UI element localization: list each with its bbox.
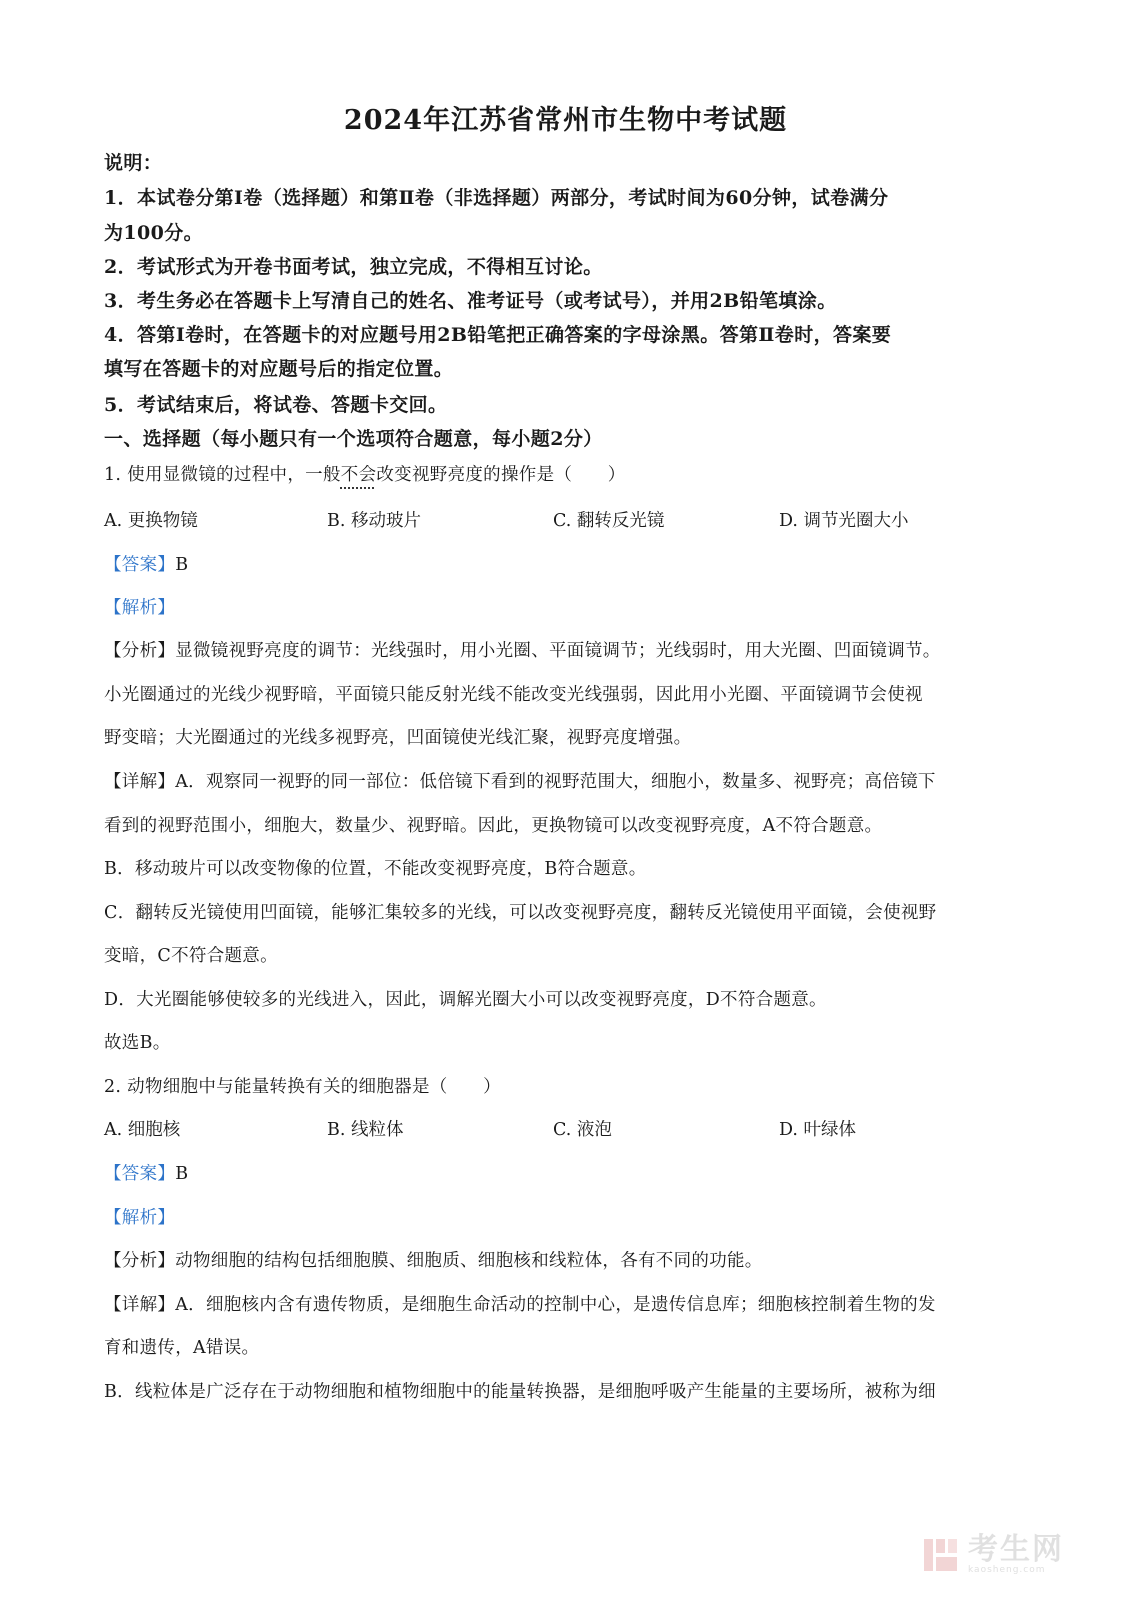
q1-fenxi-line-1: [104, 637, 941, 662]
q2-xiangjie-line-2: 育和遗传，A错误。: [104, 1338, 260, 1358]
q1-option-d: D. 调节光圈大小: [779, 511, 909, 531]
emphasis-text: 不会: [340, 465, 377, 485]
notes-line-2: 2．考试形式为开卷书面考试，独立完成，不得相互讨论。: [104, 256, 603, 278]
notes-line-5: 5．考试结束后，将试卷、答题卡交回。: [104, 394, 448, 416]
q2-fenxi-line: [104, 1247, 763, 1272]
q1-xiangjie-line-5: 变暗，C不符合题意。: [104, 946, 278, 966]
q1-xiangjie-line-1: [104, 768, 936, 793]
section-heading: 一、选择题（每小题只有一个选项符合题意，每小题2分）: [104, 428, 603, 450]
watermark: [922, 1530, 1102, 1580]
fenxi-tag: 【分析】: [104, 641, 176, 661]
page-title: 2024年江苏省常州市生物中考试题: [343, 105, 788, 136]
q1-conclusion: 故选B。: [104, 1033, 171, 1053]
answer-tag: 【答案】: [104, 1164, 176, 1184]
q2-analysis-tag: 【解析】: [104, 1208, 176, 1228]
fenxi-text: 动物细胞的结构包括细胞膜、细胞质、细胞核和线粒体，各有不同的功能。: [175, 1251, 763, 1271]
watermark-text: 考生网: [968, 1532, 1064, 1567]
question-1-stem: [104, 461, 626, 486]
watermark-subtext: kaosheng.com: [968, 1565, 1046, 1575]
q2-option-d: D. 叶绿体: [779, 1120, 857, 1140]
answer-value: B: [175, 1164, 189, 1184]
notes-line-1: 1．本试卷分第Ⅰ卷（选择题）和第Ⅱ卷（非选择题）两部分，考试时间为60分钟，试卷满分: [104, 187, 889, 209]
xiangjie-tag: 【详解】: [104, 1295, 176, 1315]
xiangjie-text: A．细胞核内含有遗传物质，是细胞生命活动的控制中心，是遗传信息库；细胞核控制着生物的发: [175, 1295, 936, 1315]
q1-fenxi-line-3: 野变暗；大光圈通过的光线多视野亮，凹面镜使光线汇聚，视野亮度增强。: [104, 728, 692, 748]
notes-line-1-cont: 为100分。: [104, 222, 204, 244]
question-1-stem-emphasis: [341, 465, 377, 485]
question-1-stem-end: 改变视野亮度的操作是（ ）: [376, 465, 626, 485]
q1-xiangjie-line-2: 看到的视野范围小，细胞大，数量少、视野暗。因此，更换物镜可以改变视野亮度，A不符合题意。: [104, 816, 883, 836]
q1-fenxi-line-2: 小光圈通过的光线少视野暗，平面镜只能反射光线不能改变光线强弱，因此用小光圈、平面镜调节会使视: [104, 685, 923, 705]
xiangjie-tag: 【详解】: [104, 772, 176, 792]
watermark-text-block: [968, 1532, 1064, 1575]
notes-line-4: 4．答第Ⅰ卷时，在答题卡的对应题号用2B铅笔把正确答案的字母涂黑。答第Ⅱ卷时，答案要: [104, 324, 892, 346]
q1-option-c: C. 翻转反光镜: [553, 511, 665, 531]
q1-answer: [104, 551, 188, 576]
notes-line-4-cont: 填写在答题卡的对应题号后的指定位置。: [104, 358, 454, 380]
notes-heading: 说明：: [104, 152, 163, 174]
answer-tag: 【答案】: [104, 555, 176, 575]
q2-answer: [104, 1160, 188, 1185]
q2-xiangjie-line-1: [104, 1291, 936, 1316]
q1-option-b: B. 移动玻片: [327, 511, 421, 531]
fenxi-text: 显微镜视野亮度的调节：光线强时，用小光圈、平面镜调节；光线弱时，用大光圈、凹面镜调节。: [175, 641, 941, 661]
q1-xiangjie-line-4: C．翻转反光镜使用凹面镜，能够汇集较多的光线，可以改变视野亮度，翻转反光镜使用平面镜，会使视野: [104, 903, 937, 923]
kaosheng-logo-icon: [922, 1535, 960, 1575]
q2-option-a: A. 细胞核: [104, 1120, 181, 1140]
q2-option-c: C. 液泡: [553, 1120, 612, 1140]
q1-analysis-tag: 【解析】: [104, 598, 176, 618]
question-1-stem-start: 1. 使用显微镜的过程中，一般: [104, 465, 341, 485]
q2-xiangjie-line-3: B．线粒体是广泛存在于动物细胞和植物细胞中的能量转换器，是细胞呼吸产生能量的主要场所，被称为细: [104, 1382, 936, 1402]
answer-value: B: [175, 555, 189, 575]
q2-option-b: B. 线粒体: [327, 1120, 404, 1140]
q1-option-a: A. 更换物镜: [104, 511, 198, 531]
fenxi-tag: 【分析】: [104, 1251, 176, 1271]
q1-xiangjie-line-6: D．大光圈能够使较多的光线进入，因此，调解光圈大小可以改变视野亮度，D不符合题意。: [104, 990, 827, 1010]
notes-line-3: 3．考生务必在答题卡上写清自己的姓名、准考证号（或考试号），并用2B铅笔填涂。: [104, 290, 837, 312]
question-2-stem: 2. 动物细胞中与能量转换有关的细胞器是（ ）: [104, 1077, 501, 1097]
xiangjie-text: A．观察同一视野的同一部位：低倍镜下看到的视野范围大，细胞小，数量多、视野亮；高倍镜下: [175, 772, 936, 792]
q1-xiangjie-line-3: B．移动玻片可以改变物像的位置，不能改变视野亮度，B符合题意。: [104, 859, 647, 879]
